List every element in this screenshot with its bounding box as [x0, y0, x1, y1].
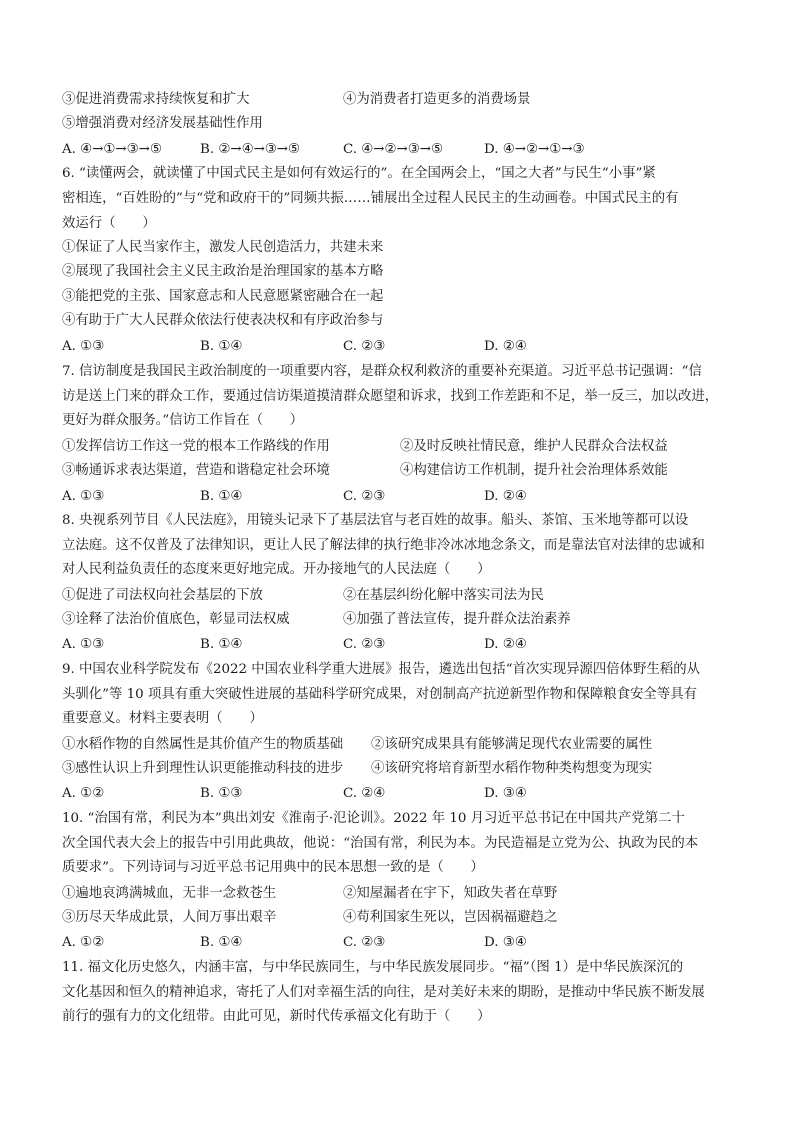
q8-option-b: B. ①④	[200, 637, 243, 652]
q6-choice-2: ②展现了我国社会主义民主政治是治理国家的基本方略	[62, 264, 384, 279]
q9-option-a: A. ①②	[62, 786, 105, 801]
q6-option-c: C. ②③	[343, 339, 386, 354]
q9-option-b: B. ①③	[200, 786, 243, 801]
top-option-b: B. ②→④→③→⑤	[200, 142, 301, 157]
q6-choice-4: ④有助于广大人民群众依法行使表决权和有序政治参与	[62, 313, 384, 328]
q8-stem-line-2: 立法庭。这不仅普及了法律知识，更让人民了解法律的执行绝非冷冰冰地念条文，而是靠法官对法律的忠诚和	[62, 538, 705, 553]
q11-stem-line-2: 文化基因和恒久的精神追求，寄托了人们对幸福生活的向往，是对美好未来的期盼，是推动中华民族不断发展	[62, 985, 705, 1000]
q6-choice-3: ③能把党的主张、国家意志和人民意愿紧密融合在一起	[62, 289, 384, 304]
q8-option-d: D. ②④	[484, 637, 527, 652]
q8-choice-2: ②在基层纠纷化解中落实司法为民	[343, 588, 544, 603]
q8-stem-line-1: 8. 央视系列节目《人民法庭》，用镜头记录下了基层法官与老百姓的故事。船头、茶馆、玉米地等都可以设	[62, 513, 689, 528]
q10-option-b: B. ①④	[200, 935, 243, 950]
q7-choice-3: ③畅通诉求表达渠道，营造和谐稳定社会环境	[62, 463, 330, 478]
q8-option-c: C. ②③	[343, 637, 386, 652]
q10-choice-1: ①遍地哀鸿满城血，无非一念救苍生	[62, 886, 277, 901]
top-item-5: ⑤增强消费对经济发展基础性作用	[62, 116, 263, 131]
q6-option-a: A. ①③	[62, 339, 105, 354]
q6-stem-line-1: 6. “读懂两会，就读懂了中国式民主是如何有效运行的”。在全国两会上，“国之大者”与民生“小事”紧	[62, 166, 656, 181]
q10-choice-3: ③历尽天华成此景，人间万事出艰辛	[62, 910, 277, 925]
q10-option-d: D. ③④	[484, 935, 527, 950]
q8-choice-1: ①促进了司法权向社会基层的下放	[62, 588, 263, 603]
q10-choice-2: ②知屋漏者在宇下，知政失者在草野	[343, 886, 558, 901]
q7-stem-line-2: 访是送上门来的群众工作，要通过信访渠道摸清群众愿望和诉求，找到工作差距和不足，举一反三，加以改进，	[62, 389, 719, 404]
q9-choice-4: ④该研究将培育新型水稻作物种类构想变为现实	[371, 761, 653, 776]
q6-option-d: D. ②④	[484, 339, 527, 354]
q9-stem-line-1: 9. 中国农业科学院发布《2022 中国农业科学重大进展》报告，遴选出包括“首次实现异源四倍体野生稻的从	[62, 662, 701, 677]
q7-stem-line-1: 7. 信访制度是我国民主政治制度的一项重要内容，是群众权利救济的重要补充渠道。习近平总书记强调：“信	[62, 364, 702, 379]
top-option-d: D. ④→②→①→③	[484, 142, 585, 157]
q8-stem-line-3: 对人民利益负责任的态度来更好地完成。开办接地气的人民法庭（ ）	[62, 562, 491, 577]
q6-option-b: B. ①④	[200, 339, 243, 354]
q7-option-d: D. ②④	[484, 489, 527, 504]
q9-option-c: C. ②④	[343, 786, 386, 801]
top-item-3: ③促进消费需求持续恢复和扩大	[62, 92, 250, 107]
q6-stem-line-3: 效运行（ ）	[62, 216, 156, 231]
top-option-c: C. ④→②→③→⑤	[343, 142, 443, 157]
q8-choice-3: ③诠释了法治价值底色，彰显司法权威	[62, 612, 290, 627]
q6-stem-line-2: 密相连，“百姓盼的”与“党和政府干的”同频共振……铺展出全过程人民民主的生动画卷。中国式民主的有	[62, 191, 679, 206]
top-item-4: ④为消费者打造更多的消费场景	[343, 92, 531, 107]
q7-option-b: B. ①④	[200, 489, 243, 504]
q9-stem-line-2: 头驯化”等 10 项具有重大突破性进展的基础科学研究成果，对创制高产抗逆新型作物和保障粮食安全等具有	[62, 687, 697, 702]
q7-choice-2: ②及时反映社情民意，维护人民群众合法权益	[400, 439, 668, 454]
q10-option-a: A. ①②	[62, 935, 105, 950]
q7-option-a: A. ①③	[62, 489, 105, 504]
top-option-a: A. ④→①→③→⑤	[62, 142, 162, 157]
q10-choice-4: ④苟利国家生死以，岂因祸福避趋之	[343, 910, 558, 925]
q10-stem-line-1: 10. “治国有常，利民为本”典出刘安《淮南子·氾论训》。2022 年 10 月习近平总书记在中国共产党第二十	[62, 811, 685, 826]
q10-stem-line-2: 次全国代表大会上的报告中引用此典故，他说：“治国有常，利民为本。为民造福是立党为公、执政为民的本	[62, 836, 699, 851]
q7-stem-line-3: 更好为群众服务。”信访工作旨在（ ）	[62, 413, 304, 428]
q6-choice-1: ①保证了人民当家作主，激发人民创造活力，共建未来	[62, 240, 384, 255]
q8-choice-4: ④加强了普法宣传，提升群众法治素养	[343, 612, 571, 627]
q7-option-c: C. ②③	[343, 489, 386, 504]
q9-option-d: D. ③④	[484, 786, 527, 801]
q9-stem-line-3: 重要意义。材料主要表明（ ）	[62, 711, 263, 726]
q9-choice-1: ①水稻作物的自然属性是其价值产生的物质基础	[62, 737, 344, 752]
q10-stem-line-3: 质要求”。下列诗词与习近平总书记用典中的民本思想一致的是（ ）	[62, 860, 484, 875]
q8-option-a: A. ①③	[62, 637, 105, 652]
q7-choice-1: ①发挥信访工作这一党的根本工作路线的作用	[62, 439, 330, 454]
q7-choice-4: ④构建信访工作机制，提升社会治理体系效能	[400, 463, 668, 478]
q11-stem-line-1: 11. 福文化历史悠久，内涵丰富，与中华民族同生，与中华民族发展同步。“福”（图 1）是中华民族深沉的	[62, 960, 684, 975]
q11-stem-line-3: 前行的强有力的文化纽带。由此可见，新时代传承福文化有助于（ ）	[62, 1009, 491, 1024]
q10-option-c: C. ②③	[343, 935, 386, 950]
q9-choice-3: ③感性认识上升到理性认识更能推动科技的进步	[62, 761, 344, 776]
q9-choice-2: ②该研究成果具有能够满足现代农业需要的属性	[371, 737, 653, 752]
